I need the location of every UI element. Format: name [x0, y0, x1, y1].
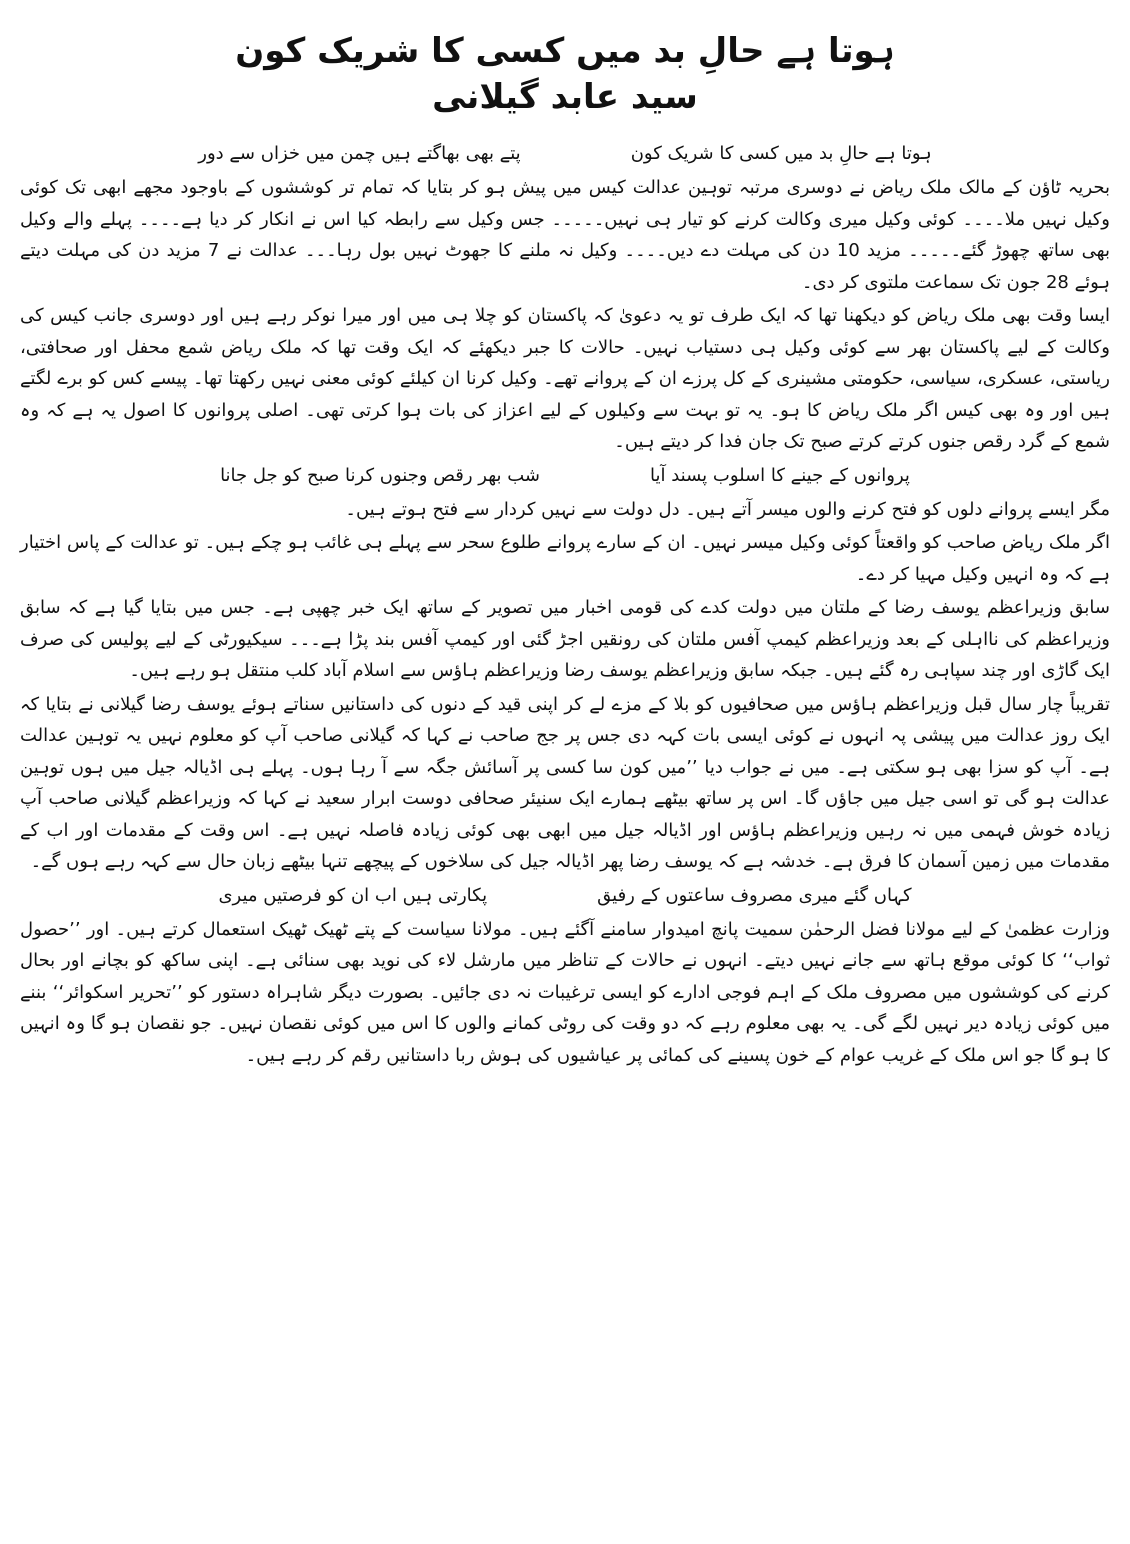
couplet-1-line-2: پتے بھی بھاگتے ہیں چمن میں خزاں سے دور	[198, 143, 521, 164]
paragraph-3: مگر ایسے پروانے دلوں کو فتح کرنے والوں میسر آتے ہیں۔ دل دولت سے نہیں کردار سے فتح ہوتے ہیں۔	[345, 498, 1110, 520]
paragraph-7: وزارت عظمیٰ کے لیے مولانا فضل الرحمٰن سمیت پانچ امیدوار سامنے آگئے ہیں۔ مولانا سیاست کے پتے ٹھیک ٹھیک استعمال کرتے ہیں۔ اور ’’حصول ثواب‘‘ کا کوئی موقع ہاتھ سے جانے نہیں دیتے۔ انہوں نے حالات کے تناظر میں مارشل لاء کی نوید بھی سنائی ہے۔ اپنی ساکھ کو بچانے اور بحال کرنے کی کوششوں میں مصروف ملک کے اہم فوجی ادارے کو ایسی ترغیبات نہ دی جائیں۔ بصورت دیگر شاہراہ دستور کو ’’تحریر اسکوائر‘‘ بننے میں کوئی زیادہ دیر نہیں لگے گی۔ یہ بھی معلوم رہے کہ دو وقت کی روٹی کمانے والوں کا اس میں کوئی نقصان نہیں۔ جو نقصان ہو گا وہ انہیں کا ہو گا جو اس ملک کے غریب عوام کے خون پسینے کی کمائی پر عیاشیوں کی ہوش ربا داستانیں رقم کر رہے ہیں۔	[20, 918, 1110, 1066]
paragraph-5: سابق وزیراعظم یوسف رضا کے ملتان میں دولت کدے کی قومی اخبار میں تصویر کے ساتھ ایک خبر چھپی ہے۔ جس میں بتایا گیا ہے کہ سابق وزیراعظم کی نااہلی کے بعد وزیراعظم کیمپ آفس ملتان کی رونقیں اجڑ گئی اور کیمپ آفس بند پڑا ہے۔۔۔ سیکیورٹی کے لیے پولیس کی صرف ایک گاڑی اور چند سپاہی رہ گئے ہیں۔ جبکہ سابق وزیراعظم یوسف رضا وزیراعظم ہاؤس سے اسلام آباد کلب منتقل ہو رہے ہیں۔	[20, 597, 1110, 681]
couplet-3	[20, 880, 1110, 912]
article-title: ہوتا ہے حالِ بد میں کسی کا شریک کون	[235, 31, 895, 71]
paragraph-6: تقریباً چار سال قبل وزیراعظم ہاؤس میں صحافیوں کو بلا کے مزے لے کر اپنی قید کے دنوں کی داستانیں سناتے ہوئے یوسف رضا گیلانی نے بتایا کہ ایک روز عدالت میں پیشی پہ انہوں نے کوئی ایسی بات کہہ دی جس پر جج صاحب نے کہا کہ گیلانی صاحب آپ کو معلوم نہیں یہ توہین عدالت ہے۔ آپ کو سزا بھی ہو سکتی ہے۔ میں نے جواب دیا ’’میں کون سا کسی پر آسائش جگہ سے آ رہا ہوں۔ پہلے ہی اڈیالہ جیل میں ہوں توہین عدالت ہو گی تو اسی جیل میں جاؤں گا۔ اس پر ساتھ بیٹھے ہمارے ایک سنیئر صحافی دوست ابرار سعید نے کہا کہ وزیراعظم گیلانی صاحب آپ زیادہ خوش فہمی میں نہ رہیں وزیراعظم ہاؤس اور اڈیالہ جیل میں ابھی بھی کوئی زیادہ فاصلہ نہیں ہے۔ اس وقت کے مقدمات اور اب کے مقدمات میں زمین آسمان کا فرق ہے۔ خدشہ ہے کہ یوسف رضا پھر اڈیالہ جیل کی سلاخوں کے پیچھے تنہا بیٹھے زبان حال سے کہہ رہے ہوں گے۔	[20, 693, 1110, 872]
article-author: سید عابد گیلانی	[432, 77, 698, 117]
paragraph-4: اگر ملک ریاض صاحب کو واقعتاً کوئی وکیل میسر نہیں۔ ان کے سارے پروانے طلوع سحر سے پہلے ہی غائب ہو چکے ہیں۔ تو عدالت کے پاس اختیار ہے کہ وہ انہیں وکیل مہیا کر دے۔	[20, 532, 1110, 585]
couplet-1-line-1: ہوتا ہے حالِ بد میں کسی کا شریک کون	[630, 143, 932, 164]
couplet-2-line-1: پروانوں کے جینے کا اسلوب پسند آیا	[650, 464, 910, 486]
couplet-1	[20, 138, 1110, 170]
paragraph-2: ایسا وقت بھی ملک ریاض کو دیکھنا تھا کہ ایک طرف تو یہ دعویٰ کہ پاکستان کو چلا ہی میں اور میرا نوکر رہے ہیں اور دوسری جانب کیس کی وکالت کے لیے پاکستان بھر سے کوئی وکیل ہی دستیاب نہیں۔ حالات کا جبر دیکھئے کہ ایک وقت تھا کہ ملک ریاض شمع محفل اور صحافتی، ریاستی، عسکری، سیاسی، حکومتی مشینری کے کل پرزے ان کے پروانے تھے۔ وکیل کرنا ان کیلئے کوئی معنی نہیں رکھتا تھا۔ پیسے کس کو برے لگتے ہیں اور وہ بھی کیس اگر ملک ریاض کا ہو۔ یہ تو بہت سے وکیلوں کے لیے اعزاز کی بات ہوا کرتی تھی۔ اصلی پروانوں کا اصول یہ ہے کہ وہ شمع کے گرد رقص جنوں کرتے کرتے صبح تک جان فدا کر دیتے ہیں۔	[20, 305, 1110, 452]
couplet-2	[20, 460, 1110, 492]
couplet-3-line-1: کہاں گئے میری مصروف ساعتوں کے رفیق	[597, 884, 912, 906]
couplet-2-line-2: شب بھر رقص وجنوں کرنا صبح کو جل جانا	[220, 464, 541, 486]
couplet-3-line-2: پکارتی ہیں اب ان کو فرصتیں میری	[218, 884, 488, 906]
paragraph-1: بحریہ ٹاؤن کے مالک ملک ریاض نے دوسری مرتبہ توہین عدالت کیس میں پیش ہو کر بتایا کہ تمام تر کوششوں کے باوجود مجھے ابھی تک کوئی وکیل نہیں ملا۔۔۔۔ کوئی وکیل میری وکالت کرنے کو تیار ہی نہیں۔۔۔۔۔ جس وکیل سے رابطہ کیا اس نے انکار کر دیا ہے۔۔۔۔ پہلے والے وکیل بھی ساتھ چھوڑ گئے۔۔۔۔۔ مزید 10 دن کی مہلت دے دیں۔۔۔۔ وکیل نہ ملنے کا جھوٹ نہیں بول رہا۔۔۔ عدالت نے 7 مزید دن کی مہلت دیتے ہوئے 28 جون تک سماعت ملتوی کر دی۔	[20, 177, 1110, 293]
